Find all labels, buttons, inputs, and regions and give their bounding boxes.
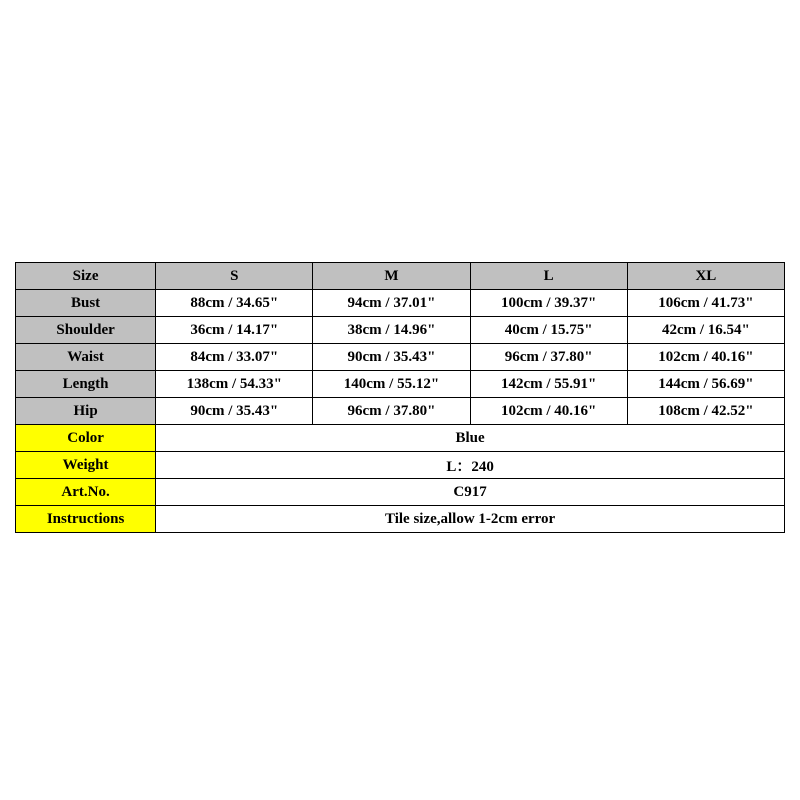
cell-hip-s: 90cm / 35.43" (156, 398, 313, 425)
cell-bust-xl: 106cm / 41.73" (627, 290, 784, 317)
table-row (16, 479, 785, 506)
row-label-hip: Hip (16, 398, 156, 425)
header-label-size: Size (16, 263, 156, 290)
row-label-instructions: Instructions (16, 506, 156, 533)
table-row (16, 398, 785, 425)
cell-shoulder-m: 38cm / 14.96" (313, 317, 470, 344)
cell-waist-xl: 102cm / 40.16" (627, 344, 784, 371)
cell-length-m: 140cm / 55.12" (313, 371, 470, 398)
cell-waist-l: 96cm / 37.80" (470, 344, 627, 371)
cell-art-no-value: C917 (156, 479, 785, 506)
header-size-m: M (313, 263, 470, 290)
row-label-bust: Bust (16, 290, 156, 317)
cell-bust-l: 100cm / 39.37" (470, 290, 627, 317)
cell-weight-value: L：240 (156, 452, 785, 479)
cell-waist-s: 84cm / 33.07" (156, 344, 313, 371)
table-row (16, 290, 785, 317)
table-header-row (16, 263, 785, 290)
cell-shoulder-s: 36cm / 14.17" (156, 317, 313, 344)
table-row (16, 371, 785, 398)
row-label-art-no: Art.No. (16, 479, 156, 506)
cell-length-l: 142cm / 55.91" (470, 371, 627, 398)
cell-bust-s: 88cm / 34.65" (156, 290, 313, 317)
size-chart-container (15, 262, 785, 533)
cell-hip-l: 102cm / 40.16" (470, 398, 627, 425)
cell-hip-xl: 108cm / 42.52" (627, 398, 784, 425)
size-chart-table (15, 262, 785, 533)
table-row (16, 344, 785, 371)
header-size-s: S (156, 263, 313, 290)
row-label-shoulder: Shoulder (16, 317, 156, 344)
header-size-l: L (470, 263, 627, 290)
table-row (16, 425, 785, 452)
row-label-color: Color (16, 425, 156, 452)
cell-length-xl: 144cm / 56.69" (627, 371, 784, 398)
cell-shoulder-l: 40cm / 15.75" (470, 317, 627, 344)
cell-instructions-value: Tile size,allow 1-2cm error (156, 506, 785, 533)
table-row (16, 506, 785, 533)
row-label-weight: Weight (16, 452, 156, 479)
cell-bust-m: 94cm / 37.01" (313, 290, 470, 317)
row-label-length: Length (16, 371, 156, 398)
table-row (16, 317, 785, 344)
cell-color-value: Blue (156, 425, 785, 452)
table-row (16, 452, 785, 479)
cell-length-s: 138cm / 54.33" (156, 371, 313, 398)
header-size-xl: XL (627, 263, 784, 290)
row-label-waist: Waist (16, 344, 156, 371)
cell-hip-m: 96cm / 37.80" (313, 398, 470, 425)
cell-shoulder-xl: 42cm / 16.54" (627, 317, 784, 344)
cell-waist-m: 90cm / 35.43" (313, 344, 470, 371)
